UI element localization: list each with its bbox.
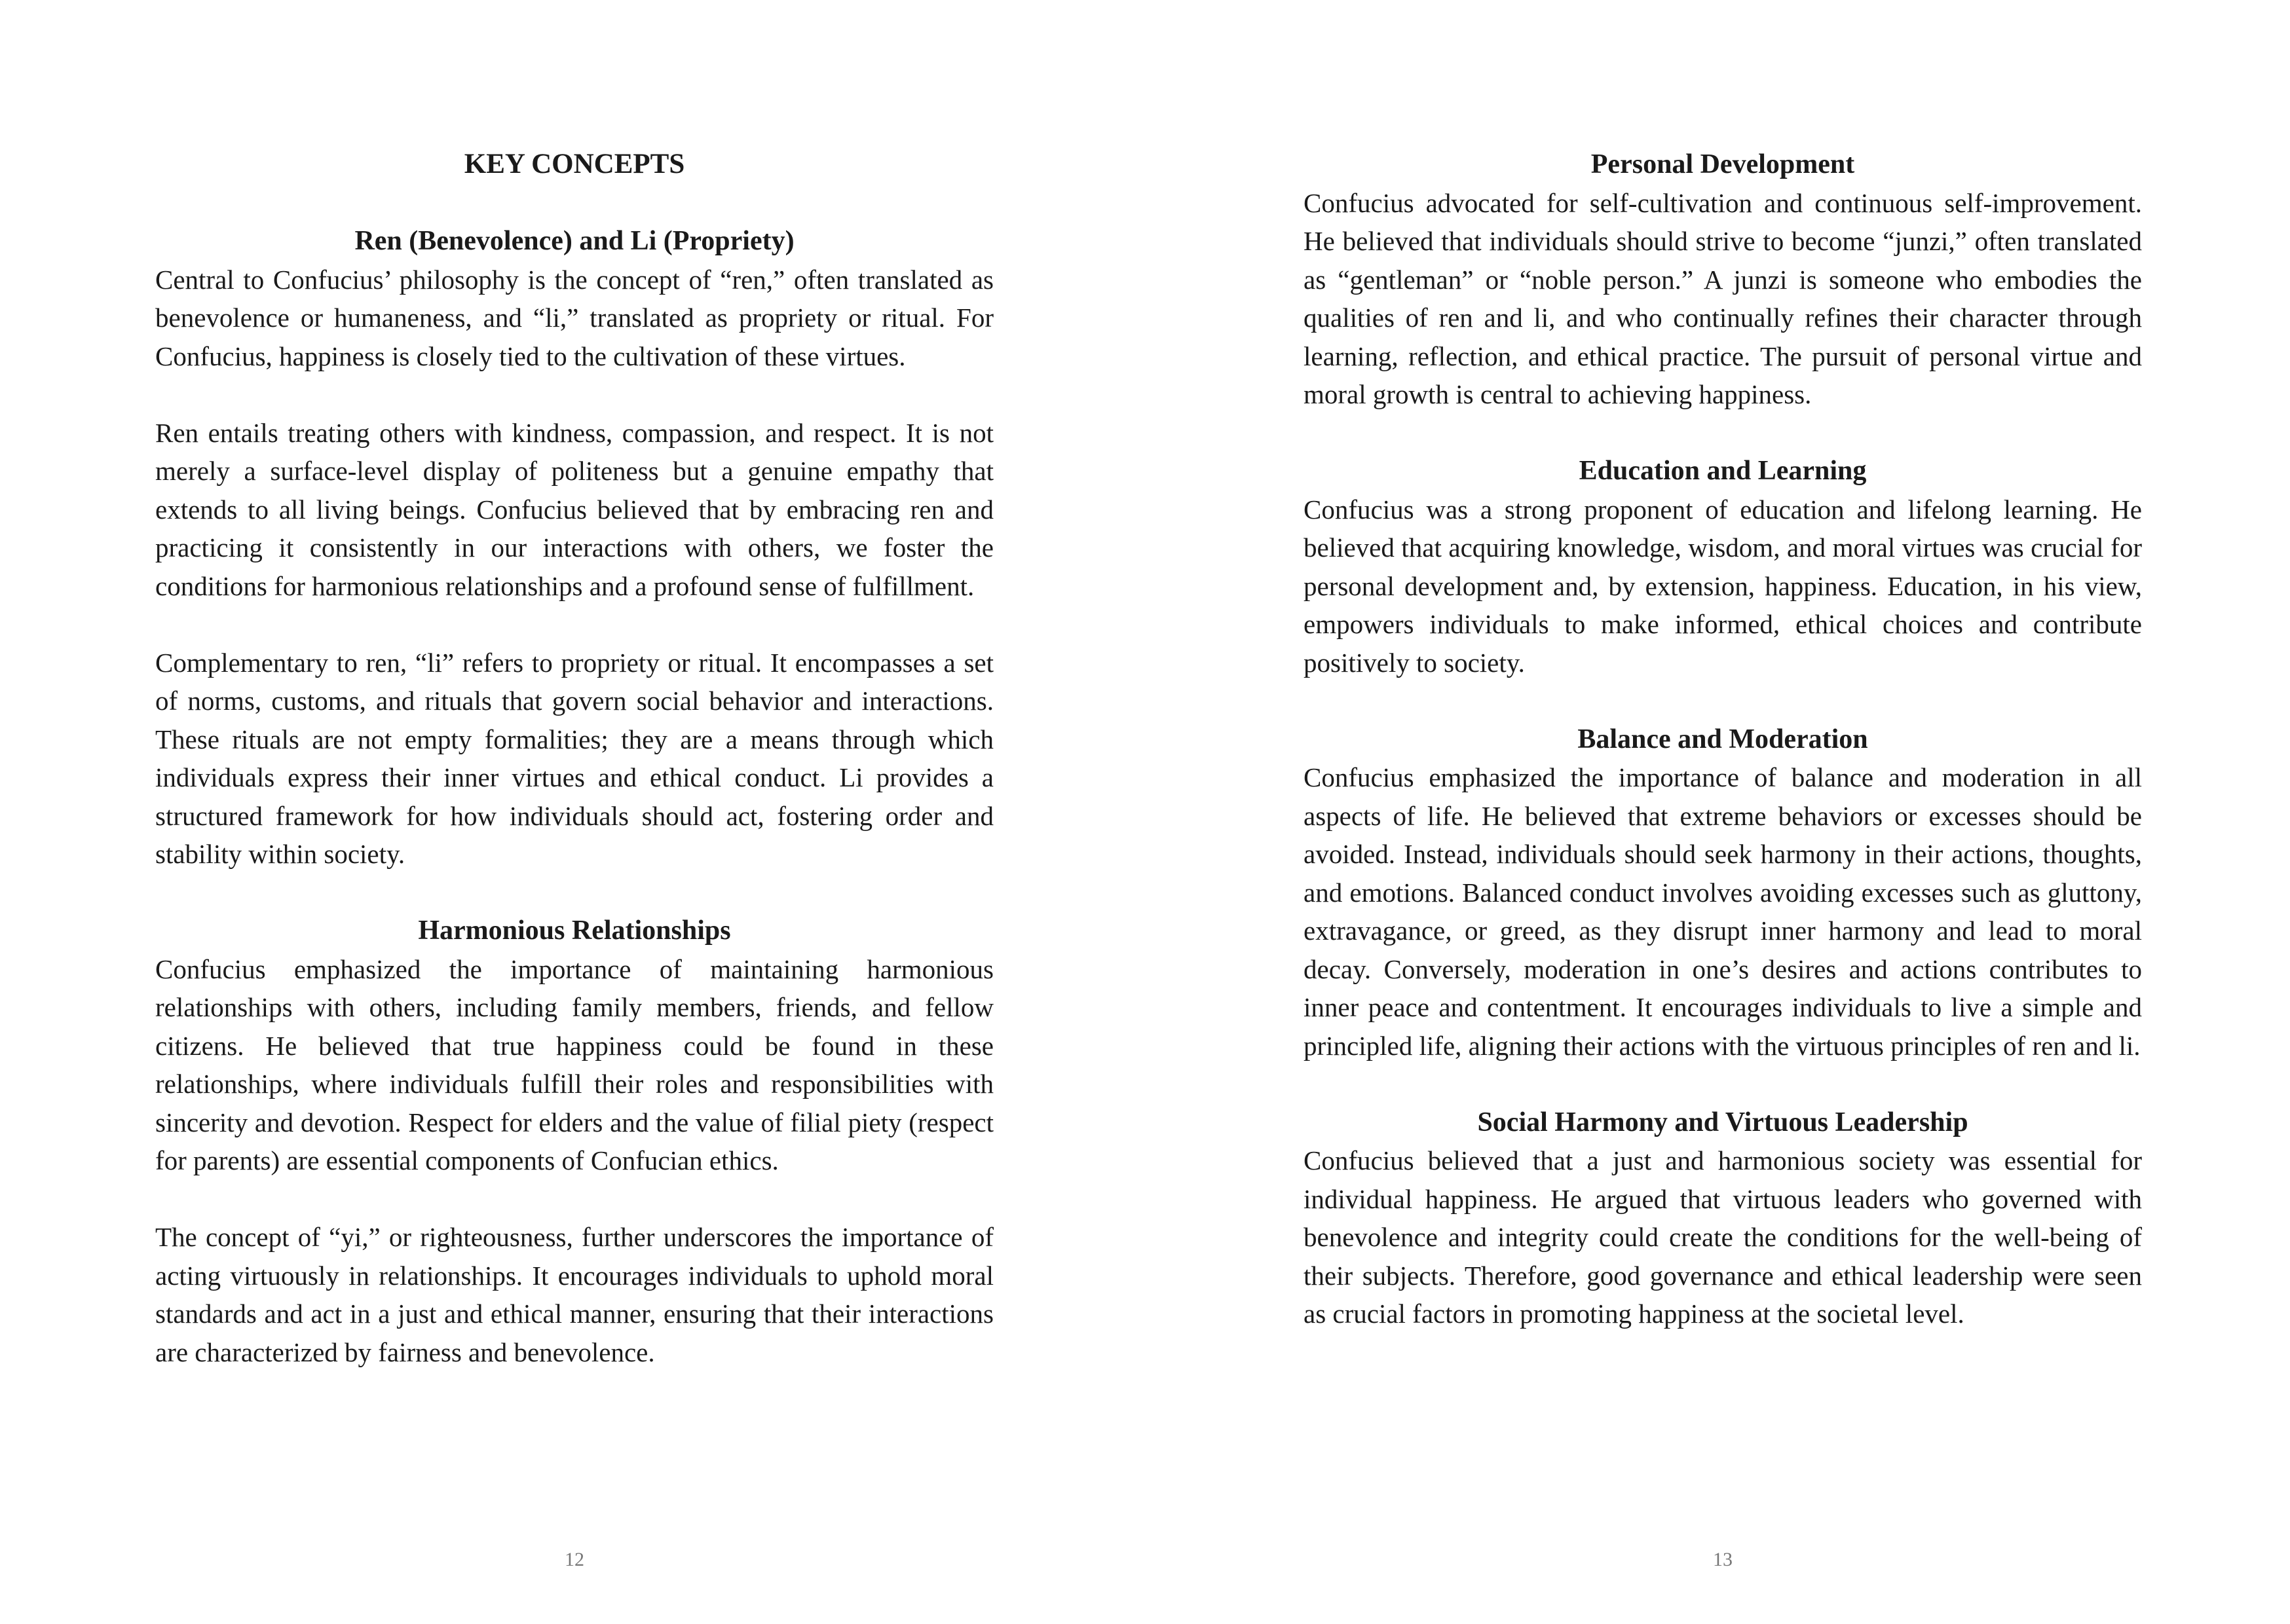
- paragraph: The concept of “yi,” or righteousness, further underscores the importance of acting virtuously in relationships. It encourages individuals to uphold moral standards and act in a just and ethical manner, ensuring that their interactions are characterized by fairness and benevolence.: [155, 1222, 994, 1367]
- paragraph: Ren entails treating others with kindness, compassion, and respect. It is not merely a surface-level display of politeness but a genuine empathy that extends to all living beings. Confucius believed that by embracing ren and practicing it consistently in our interactions with others, we foster the conditions for harmonious relationships and a profound sense of fulfillment.: [155, 417, 994, 601]
- paragraph: Confucius advocated for self-cultivation and continuous self-improvement. He believed that individuals should strive to become “junzi,” often translated as “gentleman” or “noble person.” A junzi is someone who embodies the qualities of ren and li, and who continually refines their character through learning, reflection, and ethical practice. The pursuit of personal virtue and moral growth is central to achieving happiness.: [1304, 187, 2142, 409]
- paragraph: Confucius emphasized the importance of balance and moderation in all aspects of life. He believed that extreme behaviors or excesses should be avoided. Instead, individuals should seek harmony in their actions, thoughts, and emotions. Balanced conduct involves avoiding excesses such as gluttony, extravagance, or greed, as they disrupt inner harmony and lead to moral decay. Conversely, moderation in one’s desires and actions contributes to inner peace and contentment. It encourages individuals to live a simple and principled life, aligning their actions with the virtuous principles of ren and li.: [1304, 762, 2142, 1061]
- paragraph-gap: [155, 874, 994, 912]
- paragraph: Confucius emphasized the importance of maintaining harmonious relationships with others, including family members, friends, and fellow citizens. He believed that true happiness could be found in these relationships, where individuals fulfill their roles and responsibilities with sincerity and devotion. Respect for elders and the value of filial piety (respect for parents) are essential components of Confucian ethics.: [155, 953, 994, 1175]
- section-heading-harmonious-relationships: Harmonious Relationships: [418, 915, 731, 946]
- page-title: KEY CONCEPTS: [464, 149, 685, 179]
- page-number: 13: [1713, 1549, 1733, 1570]
- left-page: [155, 0, 994, 1624]
- paragraph-gap: [155, 1180, 994, 1219]
- paragraph-gap: [155, 375, 994, 414]
- left-page-body: [155, 222, 994, 1371]
- paragraph-gap: [1304, 682, 2142, 720]
- paragraph: Complementary to ren, “li” refers to propriety or ritual. It encompasses a set of norms, customs, and rituals that govern social behavior and interactions. These rituals are not empty formalities; they are a means through which individuals express their inner virtues and ethical conduct. Li provides a structured framework for how individuals should act, fostering order and stability within society.: [155, 647, 994, 869]
- right-page: [1304, 0, 2142, 1624]
- section-heading-personal-development: Personal Development: [1590, 149, 1855, 179]
- section-heading-balance-moderation: Balance and Moderation: [1577, 724, 1868, 754]
- section-heading-social-harmony: Social Harmony and Virtuous Leadership: [1477, 1107, 1968, 1137]
- paragraph: Confucius was a strong proponent of education and lifelong learning. He believed that acquiring knowledge, wisdom, and moral virtues was crucial for personal development and, by extension, happiness. Education, in his view, empowers individuals to make informed, ethical choices and contribute positively to society.: [1304, 494, 2142, 678]
- paragraph-gap: [155, 605, 994, 644]
- right-page-body: [1304, 145, 2142, 1333]
- paragraph: Confucius believed that a just and harmonious society was essential for individual happiness. He argued that virtuous leaders who governed with benevolence and integrity could create the conditions for the well-being of their subjects. Therefore, good governance and ethical leadership were seen as crucial factors in promoting happiness at the societal level.: [1304, 1145, 2142, 1329]
- section-heading-ren-li: Ren (Benevolence) and Li (Propriety): [354, 226, 795, 256]
- paragraph-gap: [1304, 1065, 2142, 1103]
- paragraph-gap: [1304, 414, 2142, 452]
- paragraph: Central to Confucius’ philosophy is the concept of “ren,” often translated as benevolence or humaneness, and “li,” translated as propriety or ritual. For Confucius, happiness is closely tied to the cultivation of these virtues.: [155, 264, 994, 371]
- section-heading-education-learning: Education and Learning: [1579, 456, 1867, 486]
- page-number: 12: [565, 1549, 584, 1570]
